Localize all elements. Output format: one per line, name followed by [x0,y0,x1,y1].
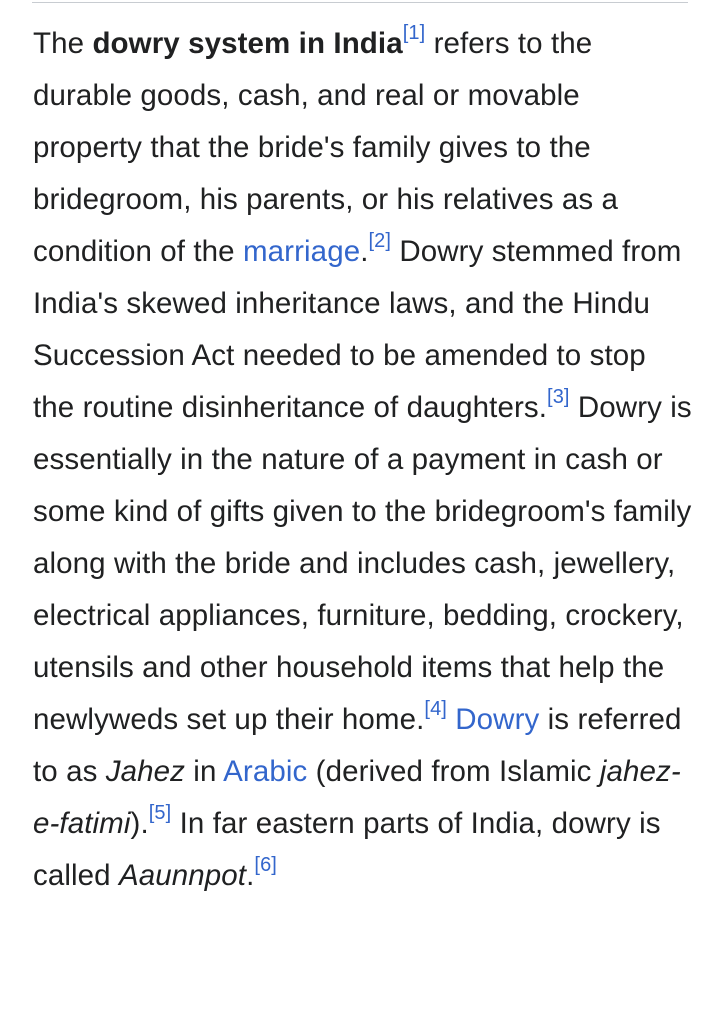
citation-2[interactable] [369,230,392,252]
italic-term-jahez: Jahez [105,755,185,788]
italic-term-aaunnpot: Aaunnpot [118,859,247,892]
citation-5[interactable] [149,802,172,824]
text-run: in [185,755,224,788]
citation-1[interactable] [403,22,426,44]
text-run: . [360,235,369,268]
text-run: Dowry stemmed from India's skewed inheritance laws, and the Hindu Succession Act needed to be amended to stop the routine disinheritance of daughters. [33,235,682,424]
text-run: The [33,27,93,60]
text-run: (derived from Islamic [307,755,600,788]
text-run: refers to the durable goods, cash, and real or movable property that the bride's family gives to the bridegroom, his parents, or his relatives as a condition of the [33,27,619,268]
citation-6-link[interactable]: [6] [254,854,277,876]
citation-6[interactable] [254,854,277,876]
citation-3[interactable] [547,386,570,408]
text-run: is referred to as [33,703,682,788]
link-arabic[interactable]: Arabic [223,755,308,788]
citation-4[interactable] [424,698,447,720]
citation-1-link[interactable]: [1] [402,22,426,44]
citation-3-link[interactable]: [3] [547,386,570,408]
text-run: ). [130,807,149,840]
citation-5-link[interactable]: [5] [148,802,172,824]
text-run: In far eastern parts of India, dowry is called [33,807,661,892]
article-paragraph [33,18,693,902]
citation-4-link[interactable]: [4] [424,698,447,720]
citation-2-link[interactable]: [2] [368,230,392,252]
link-dowry[interactable]: Dowry [455,703,540,736]
italic-term-jahez-e-fatimi: jahez-e-fatimi [33,755,681,840]
bold-term: dowry system in India [92,27,403,60]
section-divider [32,2,688,3]
text-run: . [246,859,255,892]
link-marriage[interactable]: marriage [243,235,361,268]
text-run: Dowry is essentially in the nature of a payment in cash or some kind of gifts given to the bridegroom's family along with the bride and includes cash, jewellery, electrical appliances, furniture, bedding, crockery, utensils and other household items that help the newlyweds set up their home. [33,391,692,736]
